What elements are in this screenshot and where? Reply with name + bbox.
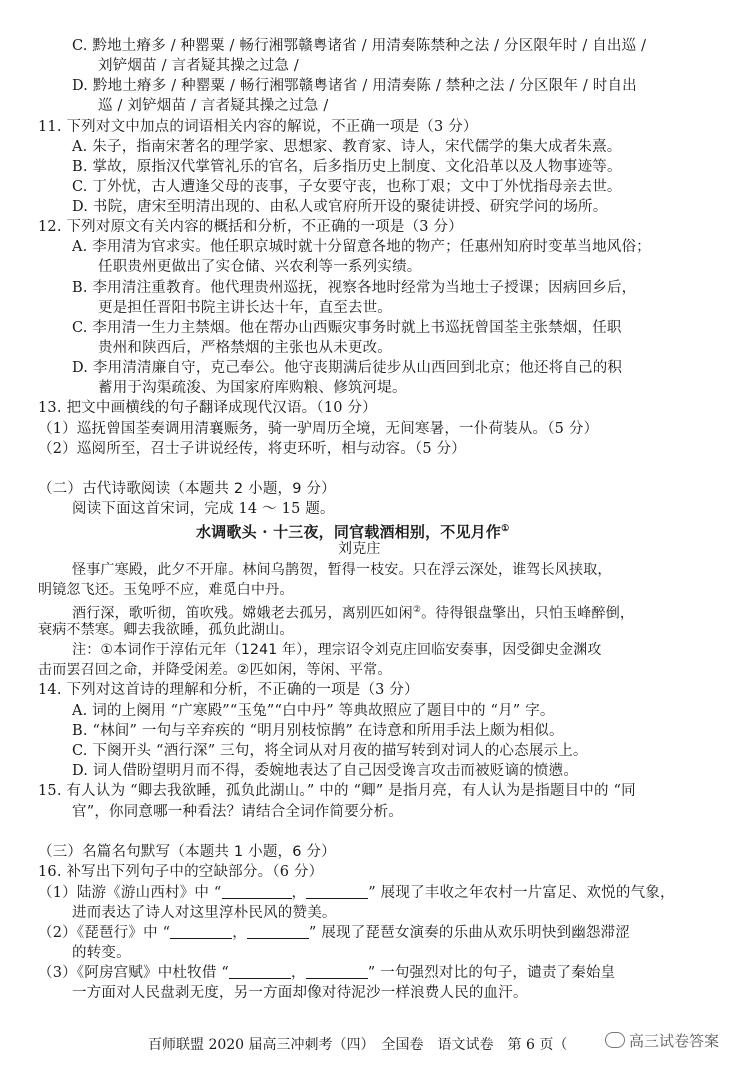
q12-option-c: C. 李用清一生力主禁烟。他在帮办山西赈灾事务时就上书巡抚曾国荃主张禁烟，任职 — [72, 320, 622, 336]
q12-option-a: A. 李用清为官求实。他任职京城时就十分留意各地的物产；任惠州知府时变革当地风俗； — [72, 239, 651, 255]
wechat-icon — [605, 1032, 625, 1048]
q10-option-c-cont: 刘铲烟苗 / 言者疑其操之过急 / — [98, 58, 299, 74]
poem-line-4: 衰病不禁寒。卿去我欲睡，孤负此湖山。 — [38, 622, 294, 638]
q10-option-d: D. 黔地土瘠多 / 种罂粟 / 畅行湘鄂赣粤诸省 / 用清奏陈 / 禁种之法 / 分区限年 / 时自出 — [72, 78, 637, 94]
q16-item-3 — [38, 963, 615, 983]
q16-item-2-suffix: ” 展现了琵琶女演奏的乐曲从欢乐明快到幽怨滞涩 — [308, 925, 631, 941]
q12-option-c-cont: 贵州和陕西后，严格禁烟的主张也从未更改。 — [98, 340, 392, 356]
q15-stem: 15. 有人认为 “卿去我欲睡，孤负此湖山。” 中的 “卿” 是指月亮，有人认为是指题目中的 “同 — [38, 783, 636, 799]
q12-option-a-cont: 任职贵州更做出了实仓储、兴农利等一系列实绩。 — [98, 259, 422, 275]
blank-1b[interactable] — [306, 883, 368, 899]
page-footer: 百师联盟 2020 届高三冲刺考（四） 全国卷 语文试卷 第 6 页（ — [148, 1037, 568, 1053]
q16-item-2-prefix: （2）《琵琶行》中 “ — [38, 925, 171, 941]
poem-note-cont: 击而罢召回之命，并降受闲差。②匹如闲，等闲、平常。 — [38, 662, 392, 678]
q11-option-b: B. 掌故，原指汉代掌管礼乐的官名，后多指历史上制度、文化沿革以及人物事迹等。 — [72, 159, 622, 175]
q11-option-a: A. 朱子，指南宋著名的理学家、思想家、教育家、诗人，宋代儒学的集大成者朱熹。 — [72, 139, 622, 155]
q12-option-d: D. 李用清清廉自守，克己奉公。他守丧期满后徒步从山西回到北京；他还将自己的积 — [72, 360, 623, 376]
q11-option-c: C. 丁外忧，古人遭逢父母的丧事，子女要守丧，也称丁艰；文中丁外忧指母亲去世。 — [72, 179, 622, 195]
q14-option-d: D. 词人借盼望明月而不得，委婉地表达了自己因受谗言攻击而被贬谪的愤懑。 — [72, 763, 579, 779]
q16-item-1-comma: ， — [291, 885, 307, 901]
poem-note: 注：①本词作于淳佑元年（1241 年），理宗诏令刘克庄回临安奏事，因受御史金渊攻 — [72, 642, 602, 658]
q12-stem: 12. 下列对原文有关内容的概括和分析，不正确的一项是（3 分） — [38, 219, 463, 235]
blank-3b[interactable] — [306, 963, 368, 979]
q16-item-3-comma: ， — [291, 965, 306, 981]
poem-title-text: 水调歌头 · 十三夜，同官载酒相别，不见月作 — [196, 523, 502, 541]
q11-stem: 11. 下列对文中加点的词语相关内容的解说，不正确一项是（3 分） — [38, 119, 478, 135]
q13-item-1: （1）巡抚曾国荃奏调用清襄赈务，骑一驴周历全境，无间寒暑，一仆荷装从。（5 分） — [38, 421, 599, 437]
q16-item-2-comma: ， — [232, 925, 247, 941]
q16-item-3-suffix: ” 一句强烈对比的句子，谴责了秦始皇 — [367, 965, 616, 981]
q16-stem: 16. 补写出下列句子中的空缺部分。（6 分） — [38, 864, 324, 880]
blank-3a[interactable] — [229, 963, 291, 979]
poem-line-3-b: 。待得银盘擎出，只怕玉峰醉倒， — [421, 605, 635, 622]
q14-option-a: A. 词的上阕用 “广寒殿”“玉兔”“白中丹” 等典故照应了题目中的 “月” 字。 — [72, 703, 555, 719]
blank-2a[interactable] — [170, 923, 232, 939]
blank-2b[interactable] — [247, 923, 309, 939]
q16-item-3-cont: 一方面对人民盘剥无度，另一方面却像对待泥沙一样浪费人民的血汗。 — [72, 985, 528, 1001]
poem-title-note-mark: ① — [501, 524, 510, 534]
poetry-instruction: 阅读下面这首宋词，完成 14 ～ 15 题。 — [72, 501, 335, 517]
q15-stem-cont: 官”，你同意哪一种看法？请结合全词作简要分析。 — [72, 804, 404, 820]
q16-item-1-prefix: （1）陆游《游山西村》中 “ — [38, 885, 222, 901]
q12-option-b-cont: 更是担任晋阳书院主讲长达十年，直至去世。 — [98, 300, 392, 316]
q14-stem: 14. 下列对这首诗的理解和分析，不正确的一项是（3 分） — [38, 682, 419, 698]
q16-item-1-cont: 进而表达了诗人对这里淳朴民风的赞美。 — [72, 905, 337, 921]
q12-option-d-cont: 蓄用于沟渠疏浚、为国家府库购粮、修筑河堤。 — [98, 380, 407, 396]
watermark — [605, 1030, 719, 1051]
q16-item-3-prefix: （3）《阿房宫赋》中杜牧借 “ — [38, 965, 229, 981]
q11-option-d: D. 书院，唐宋至明清出现的、由私人或官府所开设的聚徒讲授、研究学问的场所。 — [72, 199, 608, 215]
q14-option-b: B. “林间” 一句与辛弃疾的 “明月别枝惊鹊” 在诗意和所用手法上颇为相似。 — [72, 723, 564, 739]
q13-item-2: （2）巡阅所至，召士子讲说经传，将吏环听，相与动容。（5 分） — [38, 441, 467, 457]
section-poetry-heading: （二）古代诗歌阅读（本题共 2 小题，9 分） — [38, 481, 336, 497]
poem-line-1: 怪事广寒殿，此夕不开扉。林间乌鹊贺，暂得一枝安。只在浮云深处，谁驾长风挟取， — [72, 562, 612, 578]
q16-item-1-suffix: ” 展现了丰收之年农村一片富足、欢悦的气象， — [368, 885, 675, 901]
q12-option-b: B. 李用清注重教育。他代理贵州巡抚，视察各地时经常为当地士子授课；因病回乡后， — [72, 280, 637, 296]
poem-author: 刘克庄 — [338, 541, 381, 557]
q16-item-2 — [38, 923, 630, 943]
q16-item-2-cont: 的转变。 — [72, 945, 131, 961]
q10-option-c: C. 黔地土瘠多 / 种罂粟 / 畅行湘鄂赣粤诸省 / 用清奏陈禁种之法 / 分区限年时 / 自出巡 / — [72, 38, 647, 54]
poem-line-2: 明镜忽飞还。玉兔呼不应，难觅白中丹。 — [38, 582, 294, 598]
poem-line-3-a: 酒行深，歌听彻，笛吹残。嫦娥老去孤另，离别匹如闲 — [72, 605, 413, 622]
q16-item-1 — [38, 883, 675, 903]
q13-stem: 13. 把文中画横线的句子翻译成现代汉语。（10 分） — [38, 400, 377, 416]
blank-1a[interactable] — [222, 883, 292, 899]
q14-option-c: C. 下阕开头 “酒行深” 三句，将全词从对月夜的描写转到对词人的心态展示上。 — [72, 743, 588, 759]
q10-option-d-cont: 巡 / 刘铲烟苗 / 言者疑其操之过急 / — [98, 98, 329, 114]
section-recitation-heading: （三）名篇名句默写（本题共 1 小题，6 分） — [38, 844, 336, 860]
poem-note-mark-2: ② — [412, 605, 422, 615]
watermark-text: 高三试卷答案 — [629, 1032, 720, 1050]
